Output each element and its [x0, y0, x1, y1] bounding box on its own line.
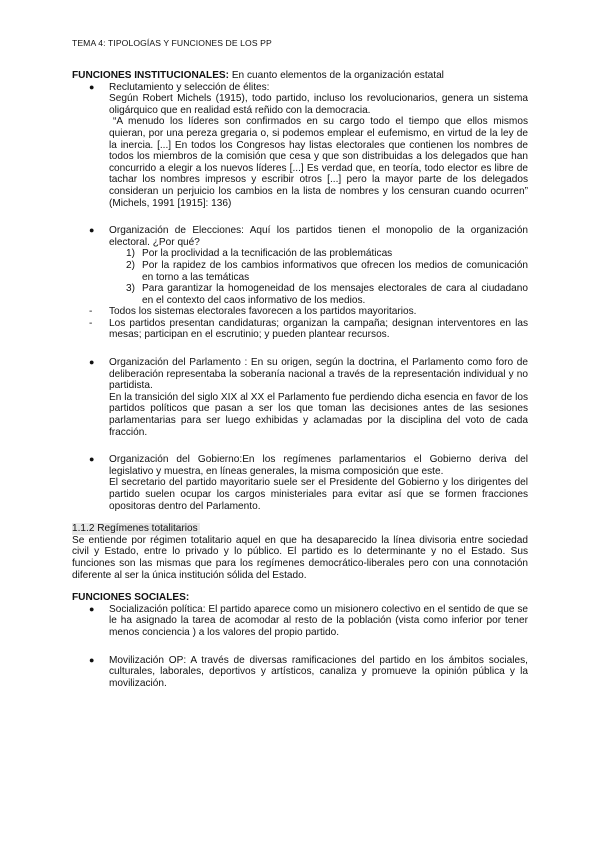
item-paragraph: Socialización política: El partido aparece como un misionero colectivo en el sentido de que se le ha asignado la tarea de acomodar al resto de la población (vista como inferior por tener menos conciencia ) a los valores del propio partido.: [109, 603, 528, 638]
numbered-item: [72, 260, 528, 283]
item-paragraph: Organización del Gobierno:En los regímenes parlamentarios el Gobierno deriva del legislativo y muestra, en líneas generales, la misma composición que este.: [109, 454, 528, 477]
bullet-icon: ●: [89, 357, 95, 368]
subsection-title: 1.1.2 Regímenes totalitarios: [72, 523, 198, 535]
bullet-icon: ●: [89, 81, 95, 92]
item-number: 1): [126, 248, 135, 260]
item-title: Reclutamiento y selección de élites:: [109, 81, 270, 93]
item-number: 3): [126, 283, 135, 295]
bullet-item-gobierno: [72, 454, 528, 512]
numbered-item: [72, 248, 528, 260]
dash-mark: -: [89, 306, 93, 318]
item-text: Por la rapidez de los cambios informativos que ofrecen los medios de comunicación en torno a las temáticas: [142, 259, 528, 283]
bullet-item-parlamento: [72, 357, 528, 438]
bullet-icon: ●: [89, 454, 95, 465]
totalitarios-paragraph: Se entiende por régimen totalitario aquel en que ha desaparecido la línea divisoria entre sociedad civil y Estado, entre lo privado y lo público. El partido es lo determinante y no el Estado. Sus funciones son las mismas que para los regímenes democrático-liberales pero con una connotación diferente al ser la única institución sólida del Estado.: [72, 534, 528, 581]
dash-item: [72, 318, 528, 341]
bullet-item-socializacion: [72, 604, 528, 639]
subsection-title-wrap: [72, 523, 528, 535]
bullet-icon: ●: [89, 603, 95, 614]
document-body: [72, 70, 528, 689]
bullet-icon: ●: [89, 225, 95, 236]
numbered-item: [72, 283, 528, 306]
item-text: Los partidos presentan candidaturas; organizan la campaña; designan interventores en las mesas; participan en el escrutinio; y pueden plantear recursos.: [109, 317, 528, 341]
item-text: Para garantizar la homogeneidad de los mensajes electorales de cara al ciudadano en el contexto del caos informativo de los medios.: [142, 283, 528, 306]
section-heading-institucionales: [72, 70, 528, 82]
item-paragraph: El secretario del partido mayoritario suele ser el Presidente del Gobierno y los dirigentes del partido suelen ocupar los cargos ministeriales para evitar así que se formen fracciones opositoras dentro del Parlamento.: [109, 477, 528, 512]
item-number: 2): [126, 259, 135, 271]
bullet-icon: ●: [89, 654, 95, 665]
heading-rest: En cuanto elementos de la organización estatal: [229, 70, 444, 81]
item-paragraph: Movilización OP: A través de diversas ramificaciones del partido en los ámbitos sociales, culturales, laborales, deportivos y artísticos, canaliza y promueve la opinión pública y la movilización.: [109, 654, 528, 689]
item-paragraph: Según Robert Michels (1915), todo partido, incluso los revolucionarios, genera un sistema oligárquico que en realidad está reñido con la democracia.: [109, 93, 528, 116]
bullet-item-elecciones: [72, 225, 528, 248]
dash-mark: -: [89, 317, 93, 329]
heading-bold: FUNCIONES INSTITUCIONALES:: [72, 70, 230, 81]
bullet-item-reclutamiento: [72, 82, 528, 210]
item-text: Todos los sistemas electorales favorecen a los partidos mayoritarios.: [109, 306, 417, 318]
dash-item: [72, 306, 528, 318]
bullet-item-movilizacion: [72, 655, 528, 690]
item-paragraph: Organización de Elecciones: Aquí los partidos tienen el monopolio de la organización electoral. ¿Por qué?: [109, 225, 528, 248]
item-text: Por la proclividad a la tecnificación de las problemáticas: [142, 248, 393, 260]
page-header: TEMA 4: TIPOLOGÍAS Y FUNCIONES DE LOS PP: [72, 38, 272, 48]
section-heading-sociales: FUNCIONES SOCIALES:: [72, 592, 190, 604]
item-paragraph: En la transición del siglo XIX al XX el Parlamento fue perdiendo dicha esencia en favor de los partidos políticos que pasan a ser los que toman las decisiones antes de las sesiones parlamentarias para ser luego exhibidas y aclamadas por la disciplina del voto de cada fracción.: [109, 391, 528, 438]
item-paragraph: Organización del Parlamento : En su origen, según la doctrina, el Parlamento como foro de deliberación representaba la soberanía nacional a través de la representación individual y no partidista.: [109, 357, 528, 392]
michels-quote: “A menudo los líderes son confirmados en su cargo todo el tiempo que ellos mismos quieran, por una pereza gregaria o, si podemos emplear el eufemismo, en virtud de la ley de la inercia. [...] En todos los Congresos hay listas electorales que contienen los nombres de todos los miembros de la comisión que cesa y que son distribuidas a los delegados que han concurrido a elegir a los nuevos líderes [...] Es verdad que, en teoría, todo elector es libre de tachar los nombres impresos y escribir otros [...] pero la mayor parte de los delegados consideran un perjuicio los cambios en la lista de nombres y los censuran cuando ocurren” (Michels, 1991 [1915]: 136): [109, 116, 528, 209]
